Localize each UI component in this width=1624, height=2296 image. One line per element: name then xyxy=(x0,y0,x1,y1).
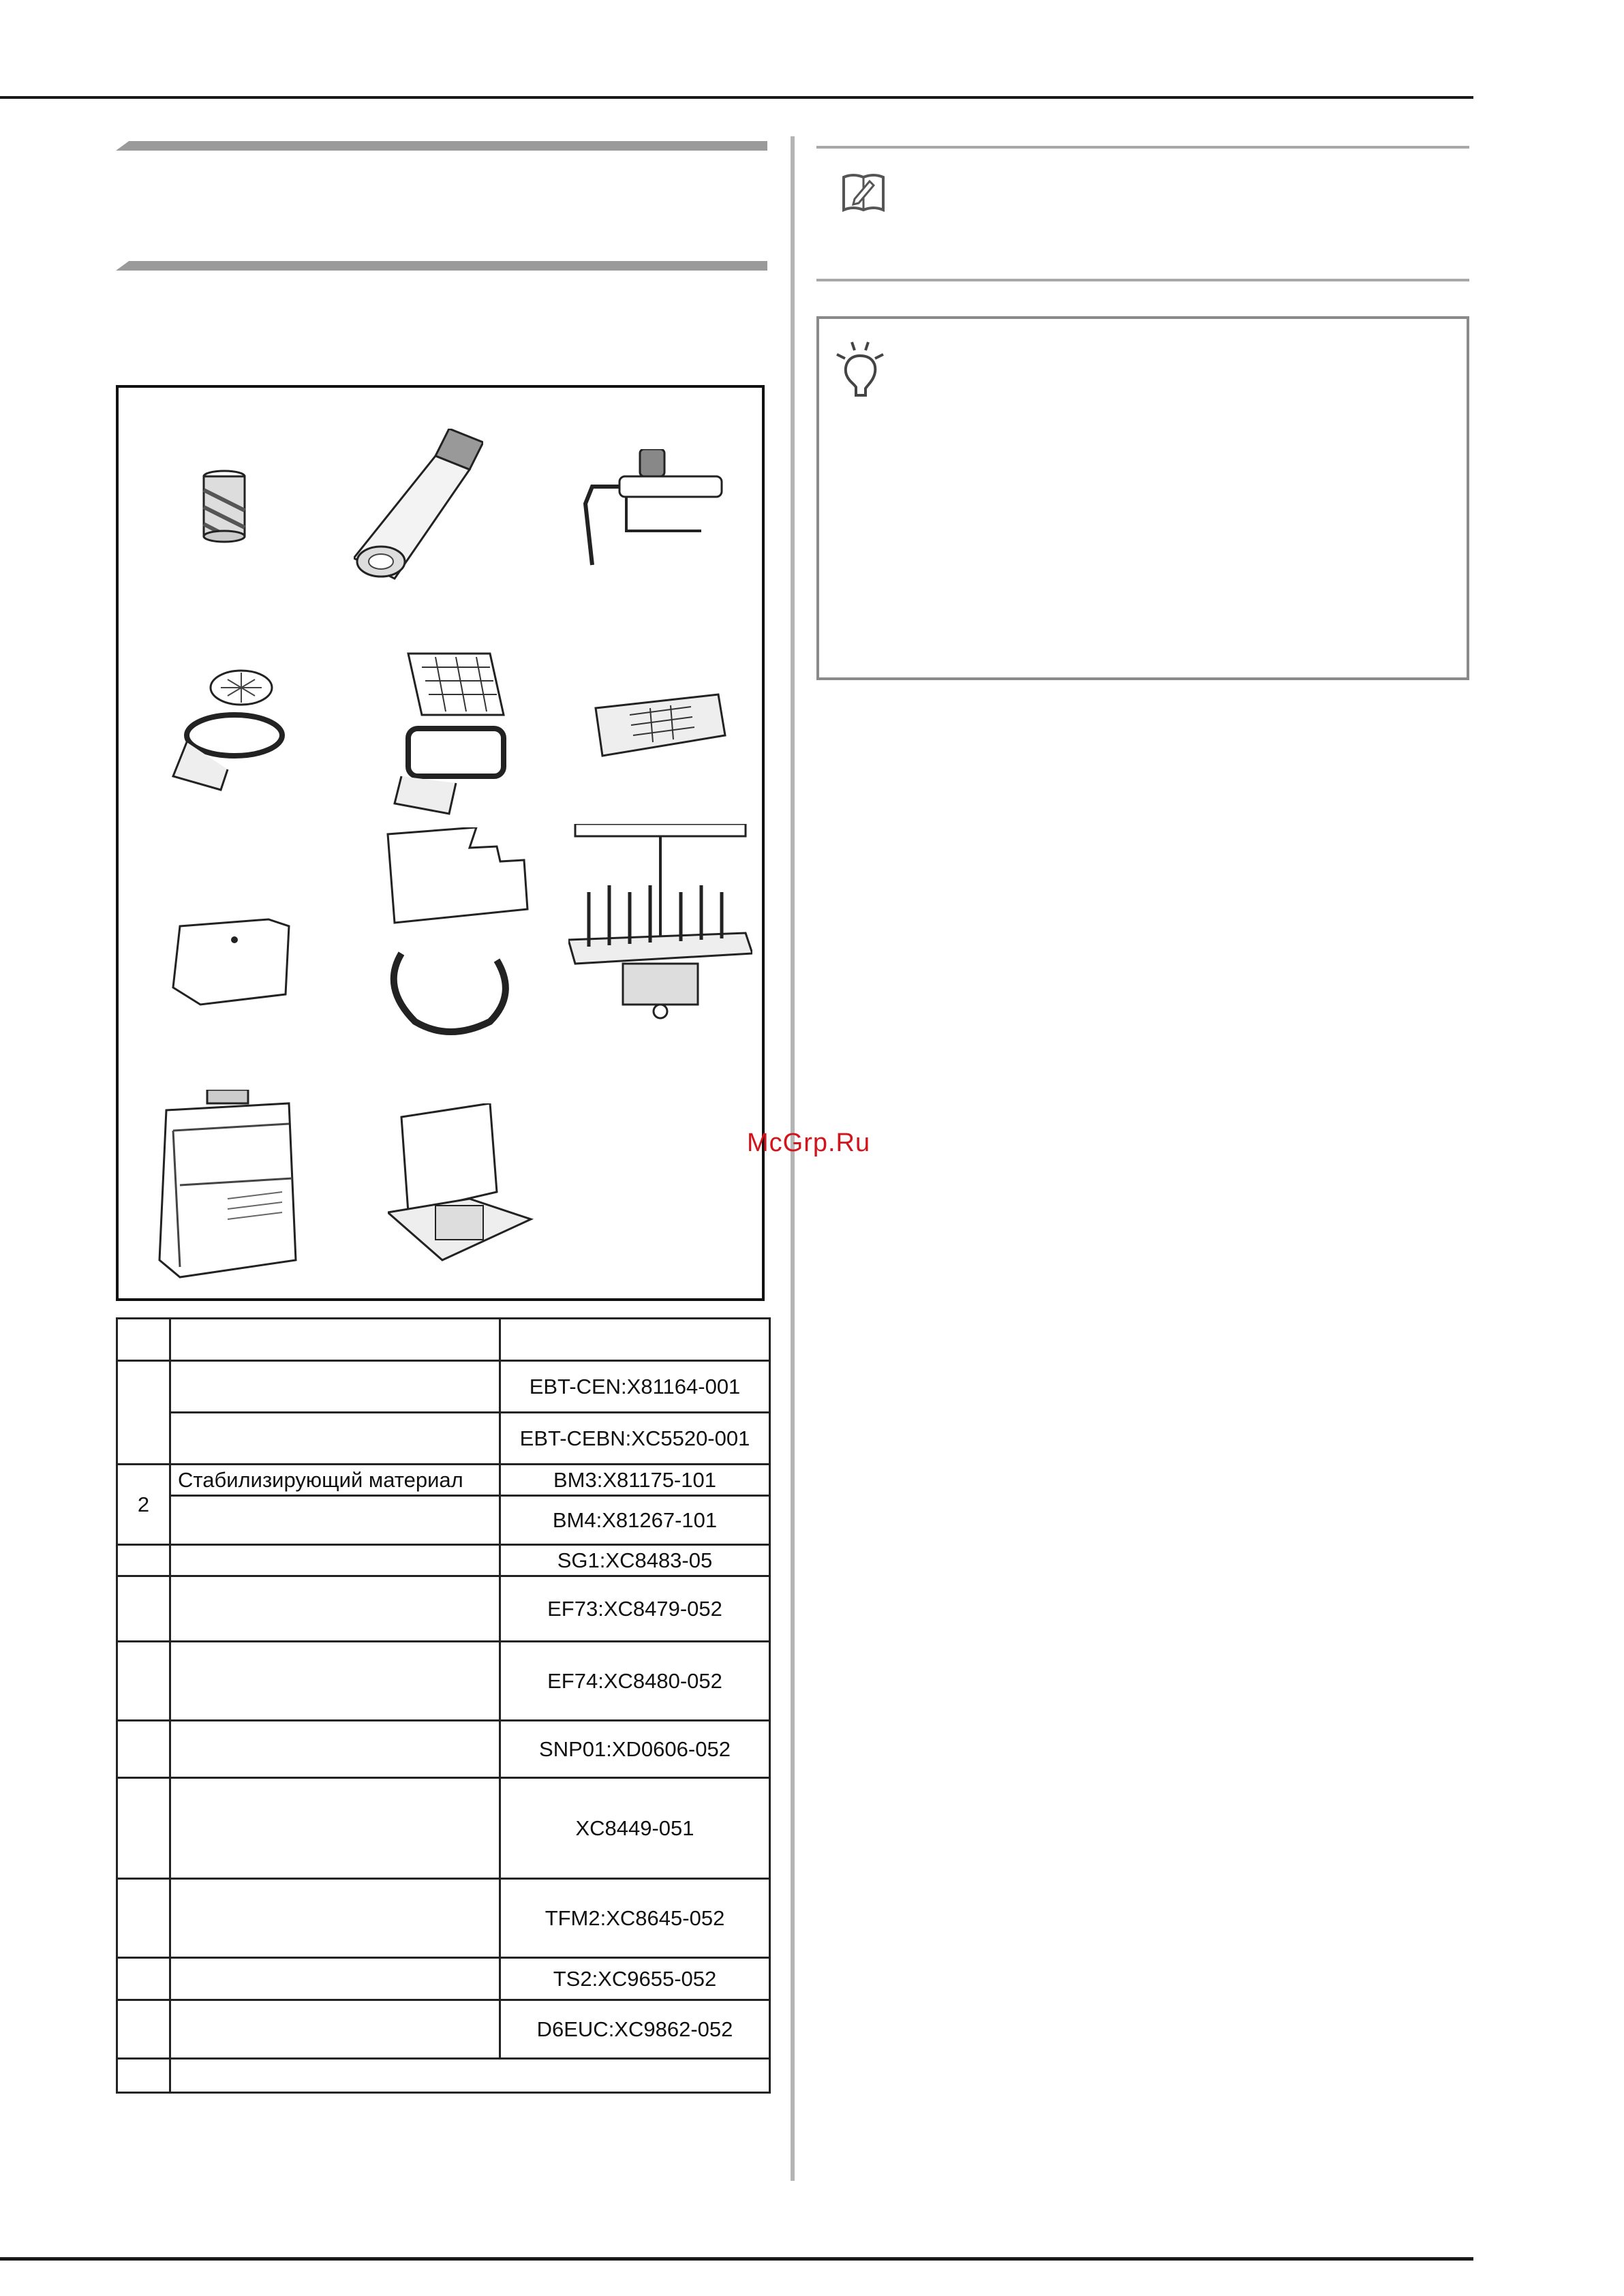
top-page-rule xyxy=(0,96,1473,99)
table-cell-code: SG1:XC8483-05 xyxy=(500,1545,770,1576)
memo-top-rule xyxy=(816,146,1469,149)
table-cell-code: XC8449-051 xyxy=(500,1778,770,1879)
table-cell-code: EBT-CEN:X81164-001 xyxy=(500,1361,770,1413)
needle-plate-illustration xyxy=(582,688,732,769)
table-row xyxy=(117,1778,770,1879)
table-cell-name xyxy=(170,2000,500,2059)
table-cell-code: EF73:XC8479-052 xyxy=(500,1576,770,1642)
table-cell-no: 2 xyxy=(117,1465,170,1545)
table-cell-no xyxy=(117,1642,170,1721)
table-row xyxy=(117,2059,770,2093)
memo-pencil-icon xyxy=(840,168,887,215)
table-cell-name xyxy=(170,1413,500,1465)
small-embroidery-frame-illustration xyxy=(159,660,309,797)
watermark-text: McGrp.Ru xyxy=(747,1129,871,1157)
accessories-illustration-panel xyxy=(116,385,765,1301)
carrying-case-illustration xyxy=(153,1090,303,1281)
table-cell-name xyxy=(170,1545,500,1576)
table-cell-no xyxy=(117,1545,170,1576)
table-cell-code: EF74:XC8480-052 xyxy=(500,1642,770,1721)
table-cell-code: SNP01:XD0606-052 xyxy=(500,1721,770,1778)
table-row xyxy=(117,1465,770,1496)
table-cell-name xyxy=(170,1958,500,2000)
table-row xyxy=(117,1545,770,1576)
table-cell-no xyxy=(117,1879,170,1958)
table-header-name xyxy=(170,1319,500,1361)
table-cell-name xyxy=(170,1642,500,1721)
bobbin-cover-illustration xyxy=(159,913,296,1015)
lightbulb-note-icon xyxy=(833,339,887,401)
table-cell-no xyxy=(117,1958,170,2000)
table-cell-code: BM3:X81175-101 xyxy=(500,1465,770,1496)
table-cell-no xyxy=(117,1361,170,1465)
table-cell-no xyxy=(117,2000,170,2059)
table-cell-name xyxy=(170,1496,500,1545)
hoop-grip-illustration xyxy=(381,947,517,1042)
table-cell-code: TFM2:XC8645-052 xyxy=(500,1879,770,1958)
embroidery-foot-guide-illustration xyxy=(565,449,729,572)
table-header-code xyxy=(500,1319,770,1361)
table-row xyxy=(117,1721,770,1778)
table-cell-no xyxy=(117,1778,170,1879)
table-row xyxy=(117,1958,770,2000)
multi-spool-thread-stand-illustration xyxy=(568,824,752,1028)
table-row xyxy=(117,1413,770,1465)
table-cell-name xyxy=(170,1879,500,1958)
note-box xyxy=(816,316,1469,680)
table-header-no xyxy=(117,1319,170,1361)
section-heading-bottom-bar xyxy=(116,261,767,271)
table-cell-no xyxy=(117,1721,170,1778)
bottom-page-rule xyxy=(0,2257,1473,2261)
stabilizer-material-illustration xyxy=(354,429,483,585)
accessories-table xyxy=(116,1317,771,2094)
thread-spool-illustration xyxy=(200,470,248,545)
table-cell-name: Стабилизирующий материал xyxy=(170,1465,500,1496)
table-cell-name xyxy=(170,1361,500,1413)
table-cell-name xyxy=(170,1778,500,1879)
table-row xyxy=(117,1496,770,1545)
table-cell-name xyxy=(170,1721,500,1778)
table-row xyxy=(117,1642,770,1721)
table-row xyxy=(117,1576,770,1642)
memo-bottom-rule xyxy=(816,279,1469,281)
table-row xyxy=(117,1879,770,1958)
table-cell-code: BM4:X81267-101 xyxy=(500,1496,770,1545)
medium-embroidery-frame-illustration xyxy=(388,640,517,817)
table-cell-no xyxy=(117,2059,170,2093)
table-cell-code: EBT-CEBN:XC5520-001 xyxy=(500,1413,770,1465)
table-cell-code: TS2:XC9655-052 xyxy=(500,1958,770,2000)
instruction-manual-illustration xyxy=(388,1103,538,1267)
table-header-row xyxy=(117,1319,770,1361)
table-cell-name xyxy=(170,2059,770,2093)
sliding-plate-illustration xyxy=(381,827,531,930)
table-row xyxy=(117,1361,770,1413)
section-heading-top-bar xyxy=(116,141,767,151)
table-cell-name xyxy=(170,1576,500,1642)
table-row xyxy=(117,2000,770,2059)
column-divider xyxy=(791,136,795,2181)
table-cell-no xyxy=(117,1576,170,1642)
table-cell-code: D6EUC:XC9862-052 xyxy=(500,2000,770,2059)
